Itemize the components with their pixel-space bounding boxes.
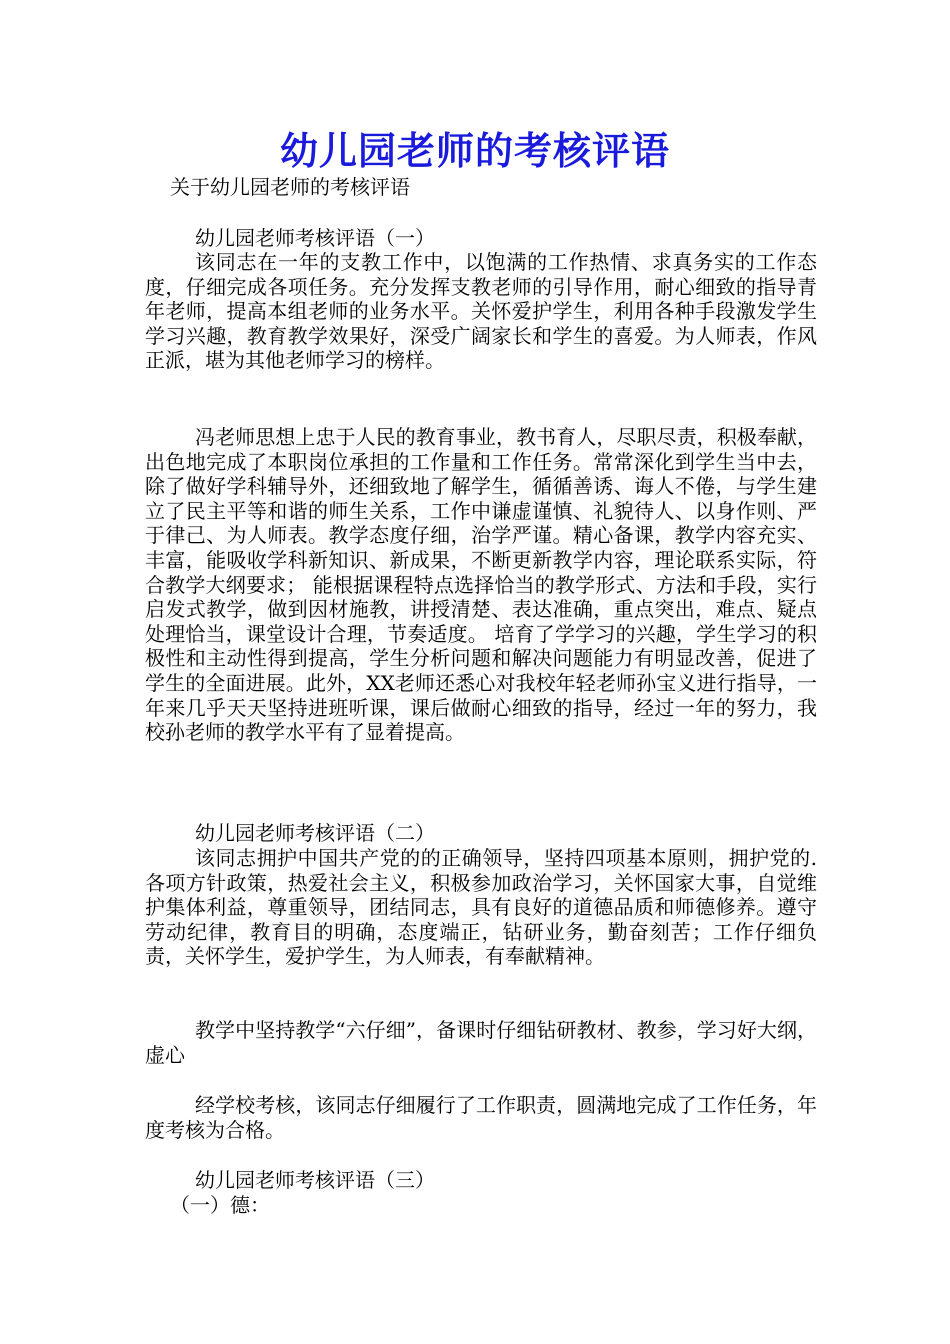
section-1-paragraph-1: 该同志在一年的支教工作中，以饱满的工作热情、求真务实的工作态度，仔细完成各项任务。充分发挥支教老师的引导作用，耐心细致的指导青年老师，提高本组老师的业务水平。关怀爱护学生，利用各种手段激发学生学习兴趣，教育教学效果好，深受广阔家长和学生的喜爱。为人师表，作风正派，堪为其他老师学习的榜样。 xyxy=(145,250,817,373)
section-3-heading: 幼儿园老师考核评语（三） xyxy=(195,1168,435,1192)
section-1-paragraph-2: 冯老师思想上忠于人民的教育事业，教书育人，尽职尽责，积极奉献，出色地完成了本职岗位承担的工作量和工作任务。常常深化到学生当中去，除了做好学科辅导外，还细致地了解学生，循循善诱、诲人不倦，与学生建立了民主平等和谐的师生关系，工作中谦虚谨慎、礼貌待人、以身作则、严于律己、为人师表。教学态度仔细，治学严谨。精心备课，教学内容充实、丰富，能吸收学科新知识、新成果，不断更新教学内容，理论联系实际，符合教学大纲要求； 能根据课程特点选择恰当的教学形式、方法和手段，实行启发式教学，做到因材施教，讲授清楚、表达准确，重点突出，难点、疑点处理恰当，课堂设计合理，节奏适度。 培育了学学习的兴趣，学生学习的积极性和主动性得到提高，学生分析问题和解决问题能力有明显改善，促进了学生的全面进展。此外，XX老师还悉心对我校年轻老师孙宝义进行指导，一年来几乎天天坚持进班听课，课后做耐心细致的指导，经过一年的努力，我校孙老师的教学水平有了显着提高。 xyxy=(145,425,817,745)
section-2-paragraph-1: 该同志拥护中国共产党的的正确领导，坚持四项基本原则，拥护党的.各项方针政策，热爱社会主义，积极参加政治学习，关怀国家大事，自觉维护集体利益，尊重领导，团结同志，具有良好的道德品质和师德修养。遵守劳动纪律，教育目的明确，态度端正，钻研业务，勤奋刻苦；工作仔细负责，关怀学生，爱护学生，为人师表，有奉献精神。 xyxy=(145,846,817,969)
section-1-heading: 幼儿园老师考核评语（一） xyxy=(195,226,435,250)
section-3-subheading: （一）德： xyxy=(170,1193,270,1217)
section-2-heading: 幼儿园老师考核评语（二） xyxy=(195,821,435,845)
section-2-paragraph-3: 经学校考核，该同志仔细履行了工作职责，圆满地完成了工作任务，年度考核为合格。 xyxy=(145,1093,817,1142)
document-subtitle: 关于幼儿园老师的考核评语 xyxy=(170,175,410,199)
section-2-paragraph-2: 教学中坚持教学“六仔细”，备课时仔细钻研教材、教参，学习好大纲，虚心 xyxy=(145,1018,817,1067)
document-title: 幼儿园老师的考核评语 xyxy=(279,128,670,173)
